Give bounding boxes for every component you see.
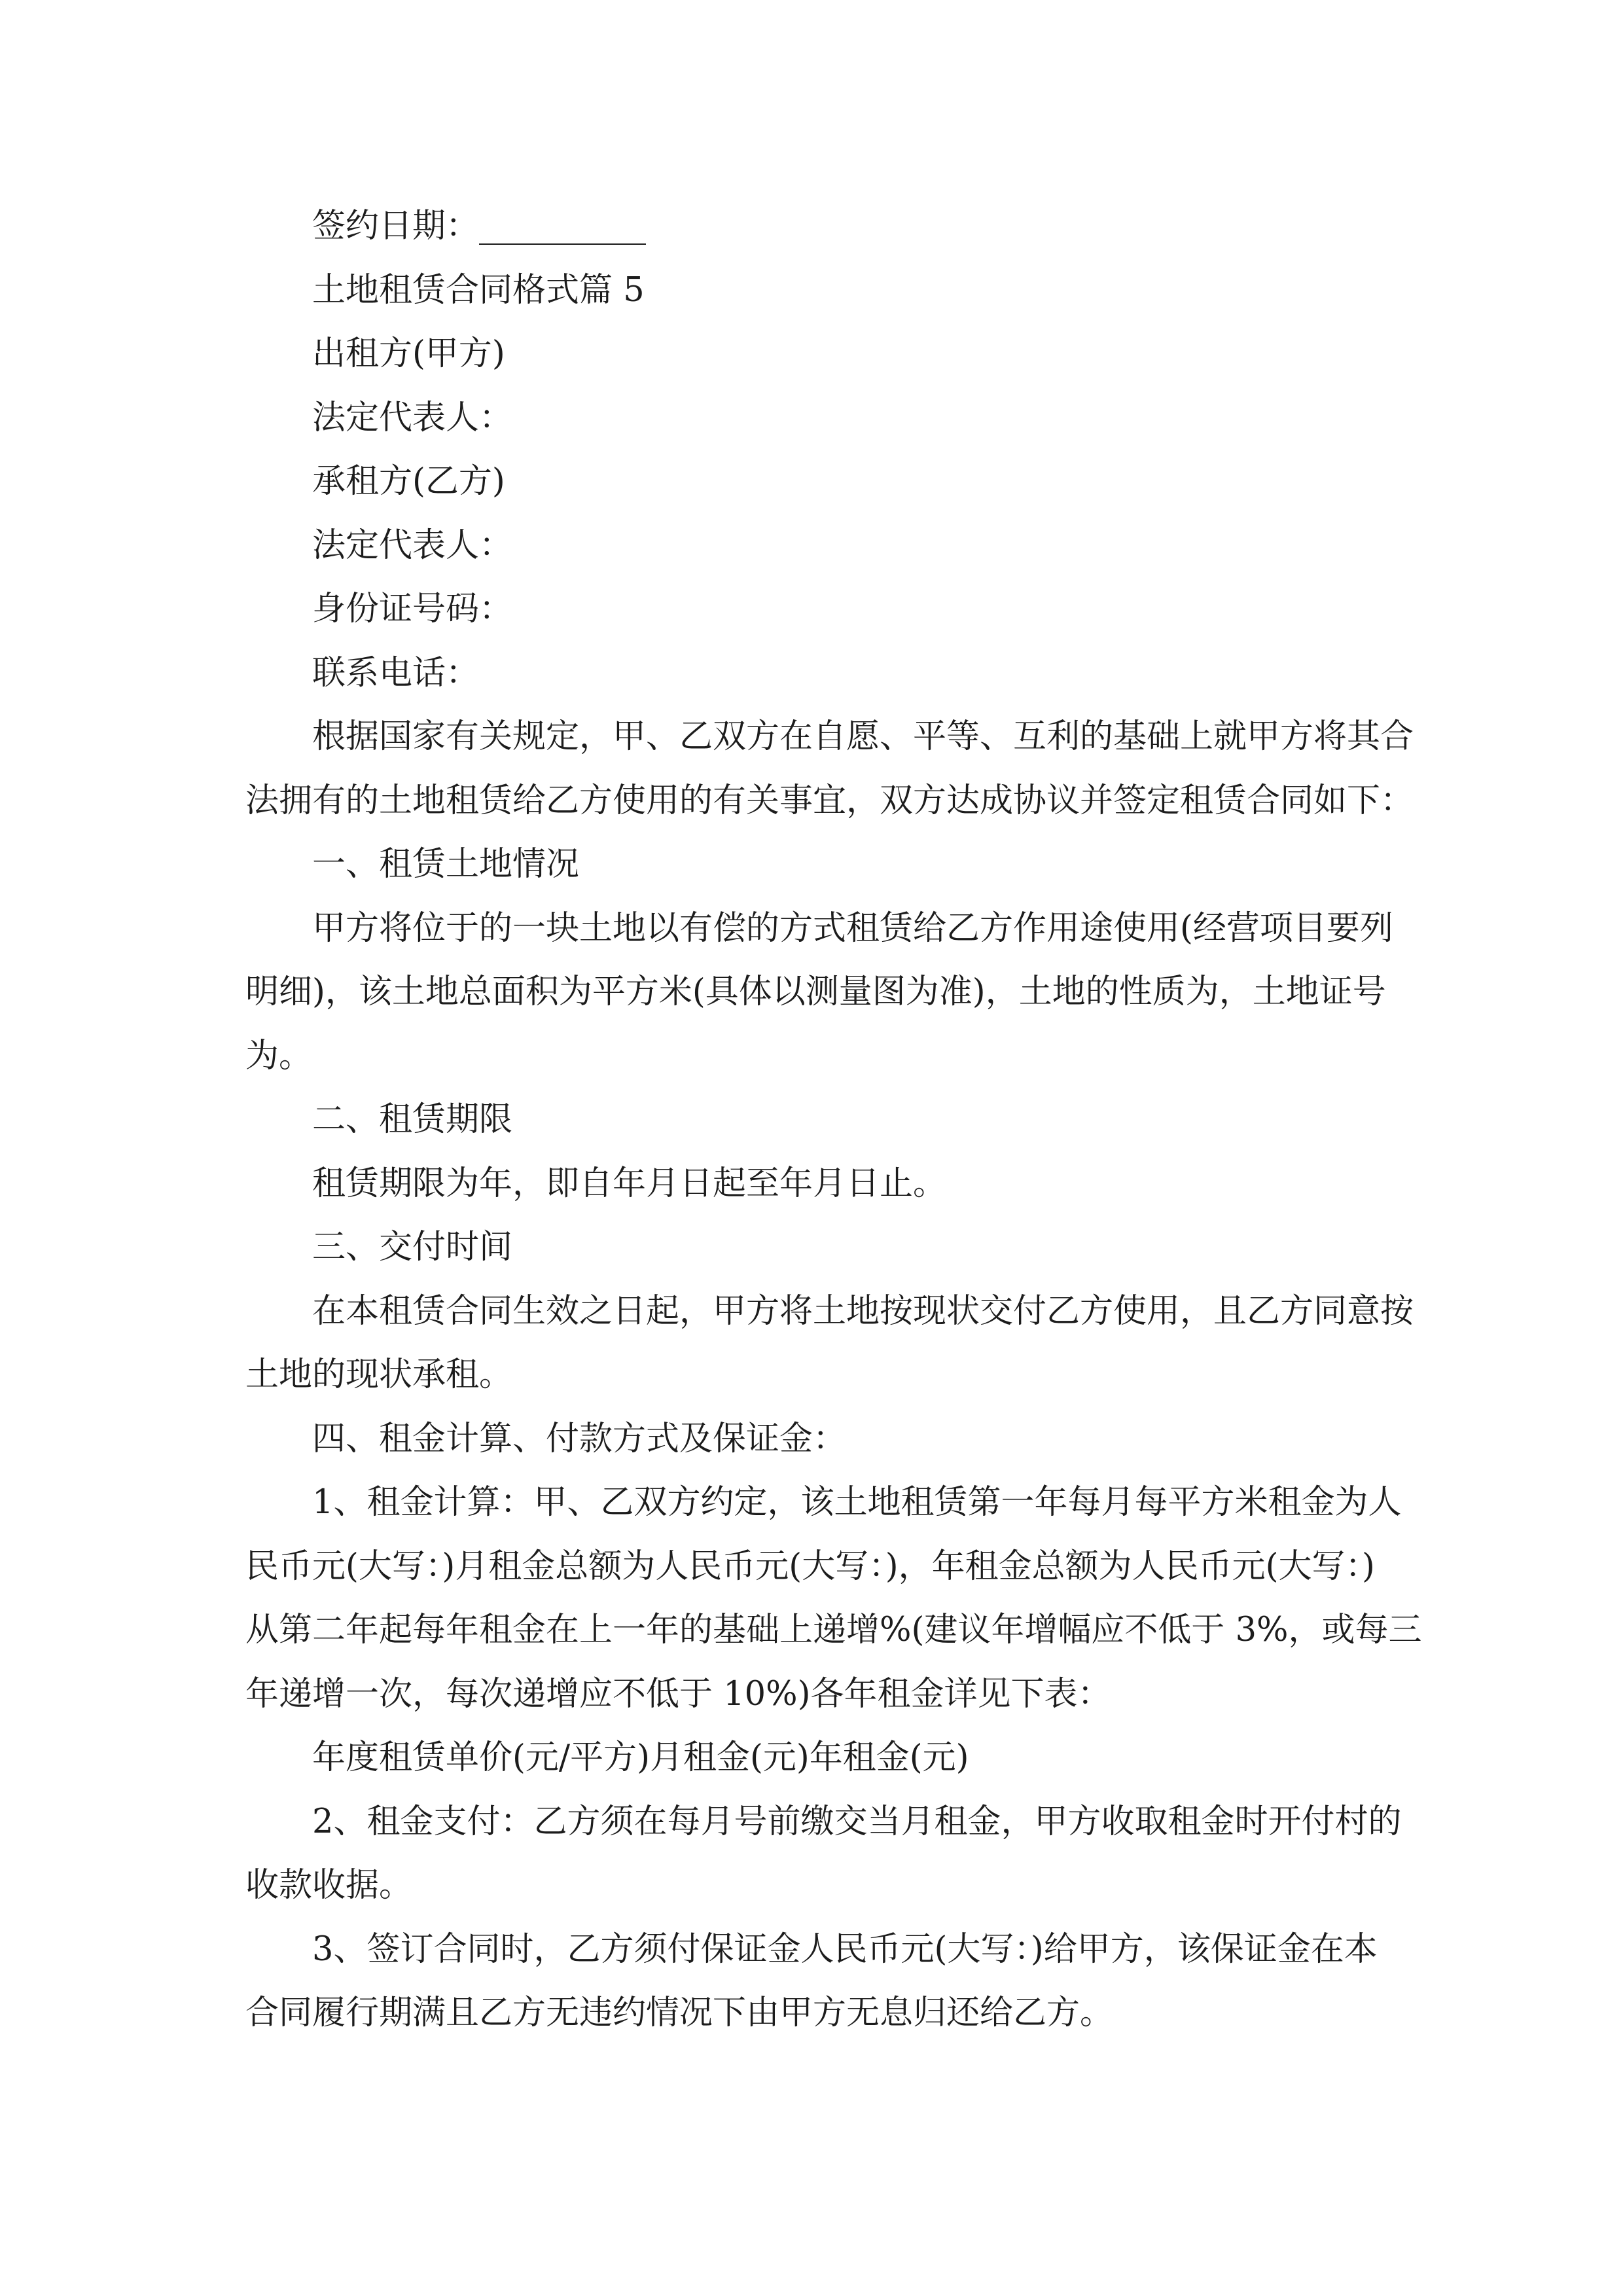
paragraph-line: 为。: [245, 1036, 313, 1075]
paragraph-line: 民币元(大写：)月租金总额为人民币元(大写：)，年租金总额为人民币元(大写：): [245, 1547, 1375, 1586]
paragraph-line: 年递增一次，每次递增应不低于 10%)各年租金详见下表：: [245, 1674, 1111, 1713]
paragraph-line: 3、签订合同时，乙方须付保证金人民币元(大写：)给甲方，该保证金在本: [312, 1929, 1378, 1969]
section-heading: 三、交付时间: [312, 1228, 513, 1266]
paragraph-line: 1、租金计算：甲、乙双方约定，该土地租赁第一年每月每平方米租金为人: [312, 1483, 1402, 1522]
preamble-line: 根据国家有关规定，甲、乙双方在自愿、平等、互利的基础上就甲方将其合: [312, 717, 1414, 756]
rent-table-header-line: 年度租赁单价(元/平方)月租金(元)年租金(元): [312, 1738, 969, 1777]
party-lessor: 出租方(甲方): [312, 334, 505, 373]
section-heading: 四、租金计算、付款方式及保证金：: [312, 1419, 847, 1458]
signing-date-label: 签约日期：: [312, 207, 480, 245]
paragraph-line: 在本租赁合同生效之日起，甲方将土地按现状交付乙方使用，且乙方同意按: [312, 1291, 1414, 1331]
signing-date-line: [245, 194, 1377, 259]
paragraph-line: 2、租金支付：乙方须在每月号前缴交当月租金，甲方收取租金时开付村的: [312, 1802, 1402, 1841]
party-phone: 联系电话：: [312, 653, 480, 692]
party-id-number: 身份证号码：: [312, 590, 513, 628]
paragraph-line: 租赁期限为年，即自年月日起至年月日止。: [312, 1164, 947, 1203]
party-lessee: 承租方(乙方): [312, 462, 505, 501]
paragraph-line: 合同履行期满且乙方无违约情况下由甲方无息归还给乙方。: [245, 1994, 1114, 2032]
section-heading: 一、租赁土地情况: [312, 845, 580, 884]
paragraph-line: 甲方将位于的一块土地以有偿的方式租赁给乙方作用途使用(经营项目要列: [312, 908, 1393, 948]
signing-date-blank: __________: [479, 207, 647, 245]
paragraph-line: 土地的现状承租。: [245, 1355, 513, 1394]
document-page: [245, 194, 1422, 2045]
section-heading: 二、租赁期限: [312, 1100, 513, 1139]
paragraph-line: 明细)，该土地总面积为平方米(具体以测量图为准)，土地的性质为，土地证号: [245, 973, 1386, 1011]
document-title: 土地租赁合同格式篇 5: [312, 270, 645, 310]
paragraph-line: 从第二年起每年租金在上一年的基础上递增%(建议年增幅应不低于 3%，或每三: [245, 1611, 1422, 1649]
preamble-line: 法拥有的土地租赁给乙方使用的有关事宜，双方达成协议并签定租赁合同如下：: [245, 781, 1414, 820]
party-lessee-representative: 法定代表人：: [312, 526, 513, 565]
party-lessor-representative: 法定代表人：: [312, 398, 513, 437]
paragraph-line: 收款收据。: [245, 1866, 413, 1905]
